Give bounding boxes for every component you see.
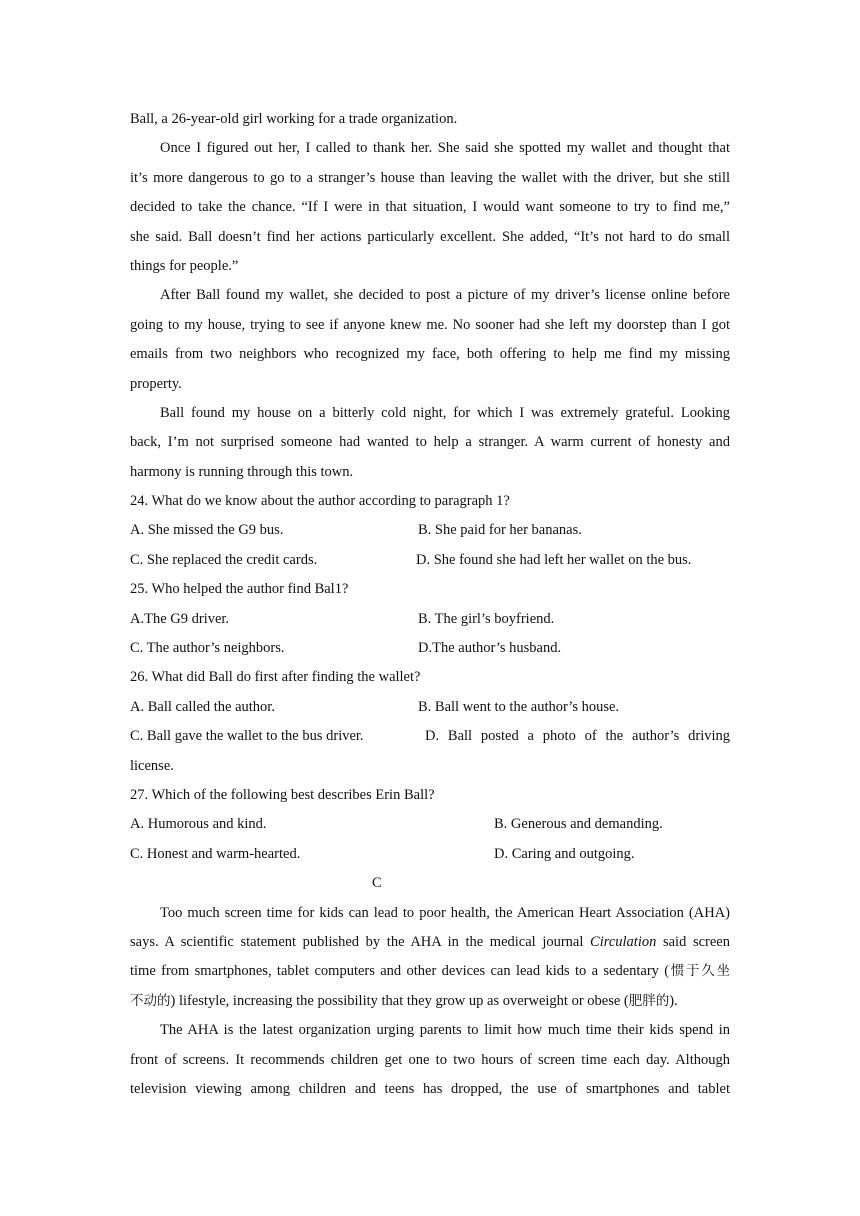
document-page bbox=[130, 105, 730, 1104]
option-d-continuation: license. bbox=[130, 757, 174, 774]
question-25 bbox=[130, 575, 730, 663]
text-line: she said. Ball doesn’t find her actions particularly excellent. She added, “It’s not hard to do small bbox=[130, 228, 730, 245]
text-line: harmony is running through this town. bbox=[130, 463, 354, 480]
question-stem: 27. Which of the following best describes Erin Ball? bbox=[130, 786, 435, 803]
option-a: A. Ball called the author. bbox=[130, 698, 275, 715]
option-row bbox=[130, 840, 730, 869]
option-row bbox=[130, 634, 730, 663]
option-a: A. Humorous and kind. bbox=[130, 816, 267, 833]
option-d: D. Ball posted a photo of the author’s driving bbox=[425, 728, 730, 745]
option-b: B. Generous and demanding. bbox=[494, 816, 663, 833]
text-span: ) lifestyle, increasing the possibility that they grow up as overweight or obese ( bbox=[170, 992, 629, 1009]
passage-c bbox=[130, 899, 730, 1105]
option-d: D.The author’s husband. bbox=[418, 640, 562, 657]
option-row bbox=[130, 722, 730, 751]
option-c: C. The author’s neighbors. bbox=[130, 640, 285, 657]
question-stem: 24. What do we know about the author according to paragraph 1? bbox=[130, 493, 510, 510]
option-row bbox=[130, 810, 730, 839]
chinese-gloss: 不动的 bbox=[130, 992, 171, 1009]
text-span: said screen bbox=[656, 933, 730, 950]
text-line bbox=[130, 928, 730, 957]
option-row bbox=[130, 546, 730, 575]
text-line bbox=[130, 957, 730, 986]
option-a: A.The G9 driver. bbox=[130, 610, 230, 627]
text-line: decided to take the chance. “If I were in that situation, I would want someone to try to find me,” bbox=[130, 199, 730, 216]
option-row bbox=[130, 516, 730, 545]
section-heading: C bbox=[372, 875, 382, 892]
text-line: Ball, a 26-year-old girl working for a trade organization. bbox=[130, 111, 458, 127]
text-line: Once I figured out her, I called to thank her. She said she spotted my wallet and thought that bbox=[160, 140, 730, 157]
option-a: A. She missed the G9 bus. bbox=[130, 522, 284, 539]
chinese-gloss: 惯于久坐 bbox=[669, 963, 731, 980]
text-line: going to my house, trying to see if anyone knew me. No sooner had she left my doorstep than I got bbox=[130, 316, 730, 333]
text-span: time from smartphones, tablet computers and other devices can lead kids to a sedentary ( bbox=[130, 963, 670, 980]
option-b: B. The girl’s boyfriend. bbox=[418, 610, 555, 627]
text-line: television viewing among children and teens has dropped, the use of smartphones and tablet bbox=[130, 1080, 730, 1097]
text-line: things for people.” bbox=[130, 257, 239, 274]
text-line: Too much screen time for kids can lead to poor health, the American Heart Association (AHA) bbox=[160, 904, 730, 921]
passage-b-continuation bbox=[130, 105, 730, 487]
question-stem: 26. What did Ball do first after finding the wallet? bbox=[130, 669, 421, 686]
option-row bbox=[130, 605, 730, 634]
chinese-gloss: 肥胖的 bbox=[628, 992, 670, 1009]
question-26 bbox=[130, 663, 730, 781]
text-span: ). bbox=[669, 992, 678, 1009]
question-24 bbox=[130, 487, 730, 575]
text-line: it’s more dangerous to go to a stranger’s house than leaving the wallet with the driver, but she still bbox=[130, 169, 730, 186]
option-c: C. Honest and warm-hearted. bbox=[130, 845, 301, 862]
text-line: back, I’m not surprised someone had wanted to help a stranger. A warm current of honesty and bbox=[130, 434, 730, 451]
text-line: property. bbox=[130, 375, 182, 392]
text-span: says. A scientific statement published by the AHA in the medical journal bbox=[130, 933, 591, 950]
question-stem: 25. Who helped the author find Bal1? bbox=[130, 581, 349, 598]
option-b: B. She paid for her bananas. bbox=[418, 522, 582, 539]
option-d: D. Caring and outgoing. bbox=[494, 845, 635, 862]
text-line: After Ball found my wallet, she decided to post a picture of my driver’s license online before bbox=[160, 287, 730, 304]
option-row bbox=[130, 693, 730, 722]
text-line: front of screens. It recommends children get one to two hours of screen time each day. Although bbox=[130, 1051, 730, 1068]
text-line: The AHA is the latest organization urging parents to limit how much time their kids spend in bbox=[160, 1022, 730, 1039]
option-c: C. She replaced the credit cards. bbox=[130, 551, 318, 568]
journal-title: Circulation bbox=[590, 933, 657, 950]
text-line: emails from two neighbors who recognized my face, both offering to help me find my missing bbox=[130, 346, 730, 363]
text-line bbox=[130, 987, 730, 1016]
option-d: D. She found she had left her wallet on the bus. bbox=[416, 551, 692, 568]
option-c: C. Ball gave the wallet to the bus driver. bbox=[130, 728, 364, 745]
option-b: B. Ball went to the author’s house. bbox=[418, 698, 620, 715]
text-line: Ball found my house on a bitterly cold night, for which I was extremely grateful. Looking bbox=[160, 404, 730, 421]
question-27 bbox=[130, 781, 730, 869]
